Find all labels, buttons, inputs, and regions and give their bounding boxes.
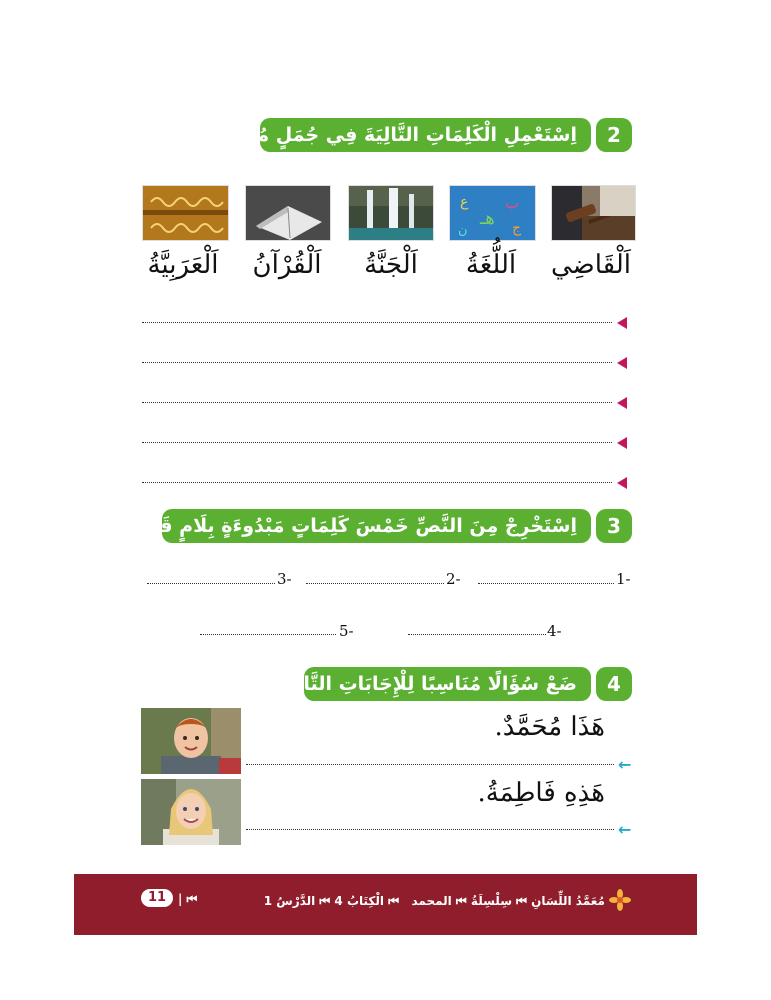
- svg-text:ع: ع: [460, 194, 469, 210]
- svg-text:ب: ب: [505, 194, 520, 212]
- question-line-1[interactable]: [246, 764, 614, 765]
- footer-series: مُعَمَّدُ اللِّسَانِ ⏮ سِلْسِلَةُ ⏮ المحمد: [411, 894, 605, 908]
- word-5: اَلْعَرَبِيَّةُ: [147, 250, 219, 280]
- calligraphy-icon: [142, 185, 229, 241]
- word-4: اَلْقُرْآنُ: [252, 250, 322, 280]
- section-2-number: 2: [596, 118, 632, 152]
- footer-book: ⏮ الْكِتَابُ 4 ⏮ الدَّرْسُ 1: [263, 894, 399, 908]
- footer-nav-icon[interactable]: ⏮ |: [178, 892, 198, 906]
- section-4-number: 4: [596, 667, 632, 701]
- arrow-left-icon: ←: [618, 755, 632, 774]
- arrow-left-icon: ←: [618, 820, 632, 839]
- answer-line-5[interactable]: [142, 482, 612, 483]
- word-2: اَللُّغَةُ: [465, 250, 517, 280]
- label-3: 3-: [277, 570, 292, 588]
- page-number-badge: 11: [141, 889, 173, 907]
- answer-line-s3-1[interactable]: [478, 583, 614, 584]
- judge-gavel-icon: [551, 185, 636, 241]
- answer-line-s3-4[interactable]: [408, 634, 546, 635]
- quran-book-icon: [245, 185, 331, 241]
- bullet-marker-icon: [617, 437, 627, 449]
- answer-line-3[interactable]: [142, 402, 612, 403]
- boy-photo: [141, 708, 241, 774]
- label-4: 4-: [547, 622, 562, 640]
- girl-photo: [141, 779, 241, 845]
- section-3-number: 3: [596, 509, 632, 543]
- svg-text:ن: ن: [458, 223, 468, 238]
- label-5: 5-: [339, 622, 354, 640]
- svg-text:هـ: هـ: [480, 208, 495, 229]
- bullet-marker-icon: [617, 357, 627, 369]
- waterfall-icon: [348, 185, 434, 241]
- answer-line-2[interactable]: [142, 362, 612, 363]
- answer-line-s3-3[interactable]: [147, 583, 275, 584]
- answer-line-4[interactable]: [142, 442, 612, 443]
- word-3: اَلْجَنَّةُ: [364, 250, 418, 280]
- svg-text:ج: ج: [512, 220, 522, 236]
- label-1: 1-: [616, 570, 631, 588]
- footer-bar: [74, 874, 697, 935]
- answer-line-1[interactable]: [142, 322, 612, 323]
- answer-line-s3-5[interactable]: [200, 634, 336, 635]
- bullet-marker-icon: [617, 477, 627, 489]
- answer-sentence-2: هَذِهِ فَاطِمَةُ.: [477, 778, 605, 808]
- section-3-title: اِسْتَخْرِجْ مِنَ النَّصِّ خَمْسَ كَلِمَاتٍ مَبْدُوءَةٍ بِلَامٍ قَمَرِيَّةٍ: [162, 509, 591, 543]
- section-4-title: ضَعْ سُؤَالًا مُنَاسِبًا لِلْإِجَابَاتِ التَّالِيَةِ: [304, 667, 591, 701]
- bullet-marker-icon: [617, 317, 627, 329]
- section-2-title: اِسْتَعْمِلِ الْكَلِمَاتِ التَّالِيَةَ فِي جُمَلٍ مُفِيدَةٍ: [260, 118, 591, 152]
- question-line-2[interactable]: [246, 829, 614, 830]
- bullet-marker-icon: [617, 397, 627, 409]
- arabic-letters-icon: [449, 185, 536, 241]
- word-1: اَلْقَاضِي: [551, 250, 631, 280]
- flower-logo-icon: [609, 889, 631, 911]
- answer-line-s3-2[interactable]: [306, 583, 444, 584]
- label-2: 2-: [446, 570, 461, 588]
- answer-sentence-1: هَذَا مُحَمَّدٌ.: [494, 712, 605, 742]
